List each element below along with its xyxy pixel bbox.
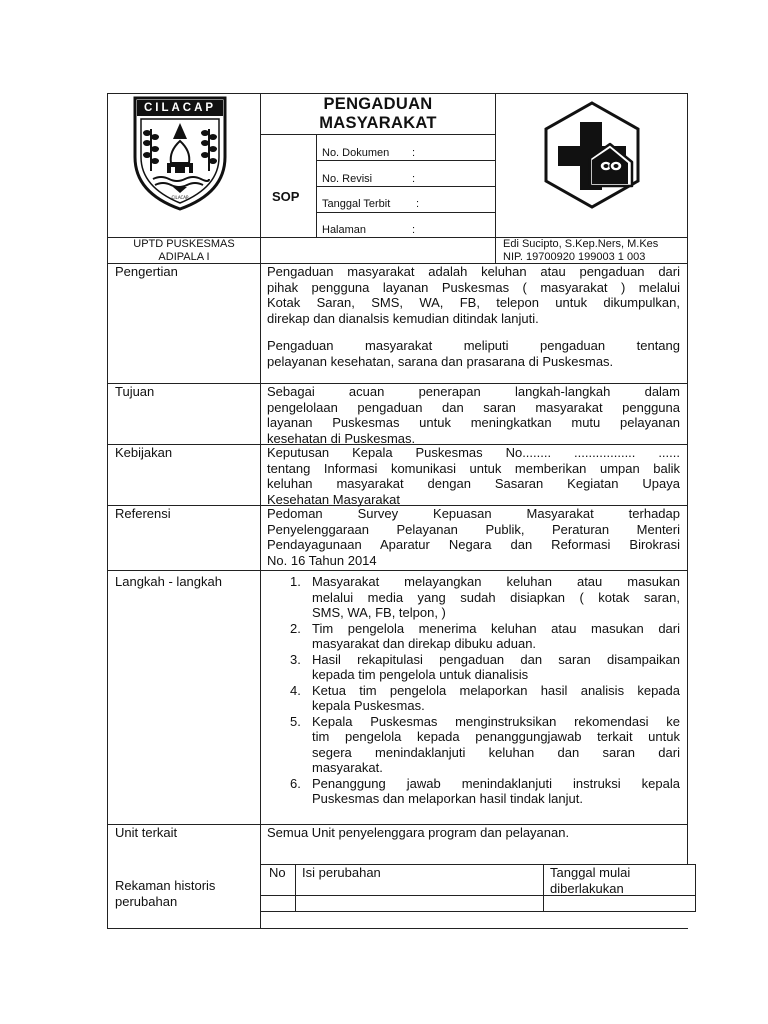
- document-title: [261, 95, 495, 133]
- history-col-isi: Isi perubahan: [302, 865, 381, 880]
- rekaman-label-line1: Rekaman historis: [115, 878, 216, 893]
- list-item: 4. Ketua tim pengelola melaporkan hasil analisis kepada kepala Puskesmas.: [290, 682, 680, 713]
- section-label-unit-terkait: Unit terkait: [115, 825, 178, 840]
- document-title-line2: MASYARAKAT: [319, 114, 437, 132]
- list-item: 2. Tim pengelola menerima keluhan atau masukan dari masyarakat dan direkap dibuku aduan.: [290, 620, 680, 651]
- doc-field-revisi: No. Revisi :: [322, 173, 416, 185]
- tujuan-text: Sebagai acuan penerapan langkah-langkah dalam pengelolaan pengaduan dan saran masyarakat pengguna layanan Puskesmas untuk meningkatkan mutu pelayanan kesehatan di Puskesmas.: [267, 384, 680, 446]
- signer: [503, 238, 658, 264]
- section-label-referensi: Referensi: [115, 506, 171, 521]
- list-item: 5. Kepala Puskesmas menginstruksikan rekomendasi ke tim pengelola kepada penanggungjawab terkait untuk segera menindaklanjuti keluhan dan saran dari masyarakat.: [290, 713, 680, 775]
- signer-nip: NIP. 19700920 199003 1 003: [503, 251, 646, 263]
- doc-field-dokumen: No. Dokumen :: [322, 147, 416, 159]
- section-label-tujuan: Tujuan: [115, 384, 155, 399]
- section-label-rekaman-historis: [115, 878, 215, 909]
- doc-field-tanggal-terbit: Tanggal Terbit :: [322, 198, 420, 210]
- doc-field-halaman: Halaman :: [322, 224, 416, 236]
- cilacap-emblem-logo: [131, 95, 229, 211]
- unit-name-line2: ADIPALA I: [158, 251, 210, 263]
- referensi-text: Pedoman Survey Kepuasan Masyarakat terhadap Penyelenggaraan Pelayanan Publik, Peraturan Menteri Pendayagunaan Aparatur Negara dan Reformasi Birokrasi No. 16 Tahun 2014: [267, 506, 680, 568]
- document-title-line1: PENGADUAN: [323, 95, 433, 113]
- unit-name-line1: UPTD PUSKESMAS: [133, 238, 235, 250]
- kebijakan-text: Keputusan Kepala Puskesmas No........ ................. ...... tentang Informasi komunikasi untuk memberikan umpan balik keluhan masyarakat dengan Sasaran Kegiatan Upaya Kesehatan Masyarakat: [267, 445, 680, 507]
- list-item: 6. Penanggung jawab menindaklanjuti instruksi kepala Puskesmas dan melaporkan hasil tindak lanjut.: [290, 775, 680, 806]
- section-label-kebijakan: Kebijakan: [115, 445, 173, 460]
- langkah-steps-list: [288, 574, 680, 807]
- pengertian-paragraph-1: Pengaduan masyarakat adalah keluhan atau pengaduan dari pihak pengguna layanan Puskesmas ( masyarakat ) melalui Kotak Saran, SMS, WA, FB, telepon untuk dikumpulkan, direkap dan dianalsis kemudian ditindak lanjuti.: [267, 264, 680, 326]
- puskesmas-logo: [540, 100, 644, 210]
- unit-name: [108, 238, 260, 264]
- history-col-no: No: [269, 865, 286, 880]
- pengertian-paragraph-2: Pengaduan masyarakat meliputi pengaduan tentang pelayanan kesehatan, sarana dan prasarana di Puskesmas.: [267, 338, 680, 369]
- svg-text:CILACAP: CILACAP: [171, 195, 189, 200]
- sop-label: SOP: [272, 189, 300, 204]
- history-col-tanggal: Tanggal mulai diberlakukan: [550, 865, 631, 896]
- rekaman-label-line2: perubahan: [115, 893, 178, 909]
- list-item: 1. Masyarakat melayangkan keluhan atau masukan melalui media yang sudah disiapkan ( kotak saran, SMS, WA, FB, telpon, ): [290, 574, 680, 620]
- emblem-region-name: CILACAP: [143, 102, 217, 114]
- unit-terkait-text: Semua Unit penyelenggara program dan pelayanan.: [267, 825, 570, 840]
- list-item: 3. Hasil rekapitulasi pengaduan dan saran disampaikan kepada tim pengelola untuk dianalisis: [290, 651, 680, 682]
- signer-name: Edi Sucipto, S.Kep.Ners, M.Kes: [503, 238, 659, 250]
- section-label-pengertian: Pengertian: [115, 264, 178, 279]
- section-label-langkah: Langkah - langkah: [115, 574, 222, 589]
